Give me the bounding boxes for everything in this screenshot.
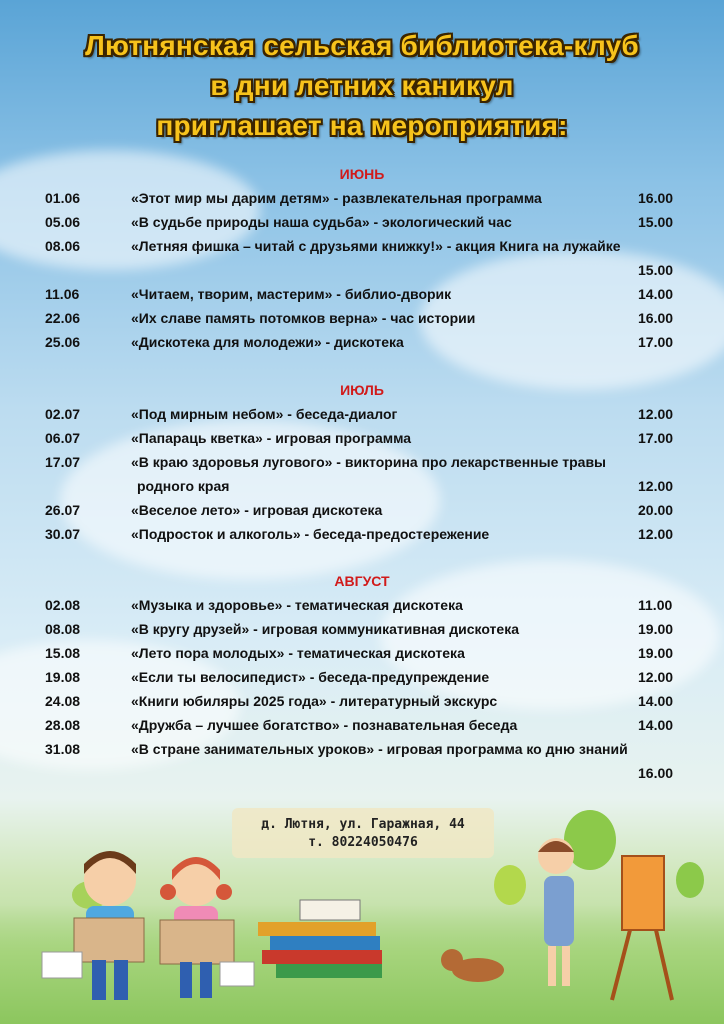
event-date: 17.07 [45, 454, 81, 470]
event-time: 19.00 [638, 645, 674, 661]
address-line: д. Лютня, ул. Гаражная, 44 [261, 817, 465, 832]
event-title: «В судьбе природы наша судьба» - экологический час [131, 214, 512, 230]
event-time: 16.00 [638, 190, 674, 206]
event-title: «Лето пора молодых» - тематическая дискотека [131, 645, 465, 661]
event-time: 11.00 [638, 597, 673, 613]
event-row [0, 669, 724, 691]
event-date: 28.08 [45, 717, 81, 733]
event-row [0, 717, 724, 739]
event-row [0, 214, 724, 236]
month-heading-june: ИЮНЬ [339, 166, 385, 182]
event-date: 02.07 [45, 406, 81, 422]
event-row [0, 430, 724, 452]
event-date: 01.06 [45, 190, 81, 206]
event-date: 22.06 [45, 310, 81, 326]
event-title: «Если ты велосипедист» - беседа-предупреждение [131, 669, 490, 685]
event-date: 08.08 [45, 621, 81, 637]
title-line-3: приглашает на мероприятия: [156, 110, 568, 141]
event-time: 12.00 [638, 478, 674, 494]
phone-line: т. 80224050476 [308, 835, 418, 850]
event-time: 15.00 [638, 262, 674, 278]
event-title: «Дружба – лучшее богатство» - познавательная беседа [131, 717, 518, 733]
event-title: «Веселое лето» - игровая дискотека [131, 502, 383, 518]
event-row-continuation [0, 765, 724, 787]
event-time: 14.00 [638, 717, 674, 733]
event-row [0, 238, 724, 260]
event-time: 14.00 [638, 286, 674, 302]
dog-icon [441, 949, 504, 982]
event-time: 12.00 [638, 406, 674, 422]
event-title: «В краю здоровья лугового» - викторина про лекарственные травы [131, 454, 607, 470]
event-title: «Летняя фишка – читай с друзьями книжку!» - акция Книга на лужайке [131, 238, 621, 254]
event-title: «В стране занимательных уроков» - игровая программа ко дню знаний [131, 741, 628, 757]
girl-painting-icon [538, 838, 574, 986]
event-title: «Папараць кветка» - игровая программа [131, 430, 412, 446]
event-title: «Подросток и алкоголь» - беседа-предостережение [131, 526, 490, 542]
boy-reading-icon [74, 851, 144, 1000]
event-title-continuation: родного края [137, 478, 230, 494]
event-title: «Книги юбиляры 2025 года» - литературный экскурс [131, 693, 498, 709]
event-time: 16.00 [638, 765, 674, 781]
event-row [0, 597, 724, 619]
books-stack-icon [258, 900, 382, 978]
event-title: «Этот мир мы дарим детям» - развлекательная программа [131, 190, 542, 206]
event-row-continuation [0, 478, 724, 500]
event-time: 17.00 [638, 430, 674, 446]
event-row [0, 310, 724, 332]
month-heading-july: ИЮЛЬ [340, 382, 384, 398]
event-date: 25.06 [45, 334, 81, 350]
event-row-continuation [0, 262, 724, 284]
event-title: «В кругу друзей» - игровая коммуникативная дискотека [131, 621, 519, 637]
event-date: 08.06 [45, 238, 81, 254]
event-title: «Под мирным небом» - беседа-диалог [131, 406, 398, 422]
event-date: 02.08 [45, 597, 81, 613]
event-row [0, 334, 724, 356]
month-heading-august: АВГУСТ [334, 573, 390, 589]
event-row [0, 693, 724, 715]
event-time: 19.00 [638, 621, 674, 637]
event-date: 15.08 [45, 645, 81, 661]
event-row [0, 286, 724, 308]
event-date: 30.07 [45, 526, 81, 542]
event-row [0, 526, 724, 548]
event-date: 06.07 [45, 430, 81, 446]
event-row [0, 502, 724, 524]
kids-illustration [0, 800, 724, 1024]
event-time: 15.00 [638, 214, 674, 230]
event-time: 17.00 [638, 334, 674, 350]
event-title: «Дискотека для молодежи» - дискотека [131, 334, 404, 350]
event-row [0, 406, 724, 428]
event-date: 24.08 [45, 693, 81, 709]
event-date: 11.06 [45, 286, 80, 302]
easel-icon [612, 856, 672, 1000]
event-row [0, 741, 724, 763]
event-time: 12.00 [638, 669, 674, 685]
event-title: «Музыка и здоровье» - тематическая дискотека [131, 597, 463, 613]
event-date: 19.08 [45, 669, 81, 685]
event-row [0, 454, 724, 476]
event-time: 20.00 [638, 502, 674, 518]
poster-title [0, 26, 724, 146]
event-time: 14.00 [638, 693, 674, 709]
event-time: 12.00 [638, 526, 674, 542]
event-row [0, 645, 724, 667]
event-date: 26.07 [45, 502, 81, 518]
event-date: 05.06 [45, 214, 81, 230]
event-title: «Их славе память потомков верна» - час истории [131, 310, 476, 326]
event-time: 16.00 [638, 310, 674, 326]
event-row [0, 621, 724, 643]
title-line-1: Лютнянская сельская библиотека-клуб [85, 30, 639, 61]
event-date: 31.08 [45, 741, 81, 757]
event-row [0, 190, 724, 212]
event-title: «Читаем, творим, мастерим» - библио-дворик [131, 286, 452, 302]
title-line-2: в дни летних каникул [210, 70, 514, 101]
